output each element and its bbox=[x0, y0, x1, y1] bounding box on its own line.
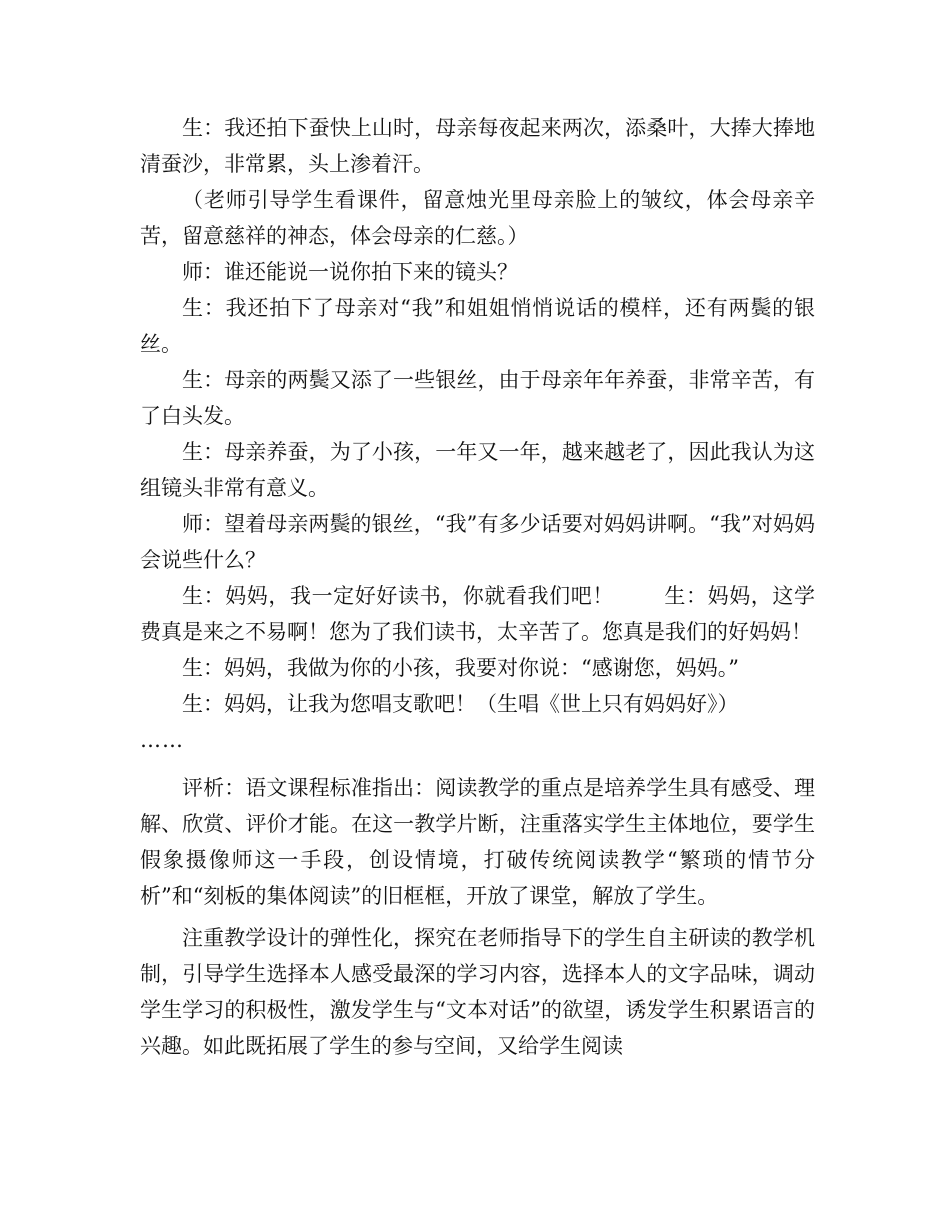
paragraph-design: 注重教学设计的弹性化，探究在老师指导下的学生自主研读的教学机制，引导学生选择本人感受最深的学习内容，选择本人的文字品味，调动学生学习的积极性，激发学生与“文本对话”的欲望，诱发学生积累语言的兴趣。如此既拓展了学生的参与空间，又给学生阅读 bbox=[140, 926, 815, 1058]
ellipsis: …… bbox=[140, 728, 184, 752]
paragraph-student-thanks: 生：妈妈，我做为你的小孩，我要对你说：“感谢您，妈妈。” bbox=[182, 656, 739, 680]
paragraph-student-whisper: 生：我还拍下了母亲对“我”和姐姐悄悄说话的模样，还有两鬓的银丝。 bbox=[140, 296, 815, 356]
paragraph-teacher-question: 师：谁还能说一说你拍下来的镜头？ bbox=[182, 260, 518, 284]
document-page bbox=[140, 110, 815, 1064]
paragraph-teacher-guidance: （老师引导学生看课件，留意烛光里母亲脸上的皱纹，体会母亲辛苦，留意慈祥的神态，体会母亲的仁慈。） bbox=[140, 188, 815, 248]
paragraph-student-meaning: 生：母亲养蚕，为了小孩，一年又一年，越来越老了，因此我认为这组镜头非常有意义。 bbox=[140, 440, 815, 500]
paragraph-student-study: 生：妈妈，我一定好好读书，你就看我们吧！ 生：妈妈，这学费真是来之不易啊！您为了我们读书，太辛苦了。您真是我们的好妈妈！ bbox=[140, 584, 815, 644]
paragraph-student-song: 生：妈妈，让我为您唱支歌吧！（生唱《世上只有妈妈好》） bbox=[182, 692, 739, 716]
paragraph-teacher-prompt: 师：望着母亲两鬓的银丝，“我”有多少话要对妈妈讲啊。“我”对妈妈会说些什么？ bbox=[140, 512, 815, 572]
paragraph-analysis: 评析：语文课程标准指出：阅读教学的重点是培养学生具有感受、理解、欣赏、评价才能。在这一教学片断，注重落实学生主体地位，要学生假象摄像师这一手段，创设情境，打破传统阅读教学“繁琐的情节分析”和“刻板的集体阅读”的旧框框，开放了课堂，解放了学生。 bbox=[140, 776, 815, 908]
paragraph-student-silkworm: 生：我还拍下蚕快上山时，母亲每夜起来两次，添桑叶，大捧大捧地清蚕沙，非常累，头上渗着汗。 bbox=[140, 116, 815, 176]
paragraph-student-silver-hair: 生：母亲的两鬓又添了一些银丝，由于母亲年年养蚕，非常辛苦，有了白头发。 bbox=[140, 368, 815, 428]
